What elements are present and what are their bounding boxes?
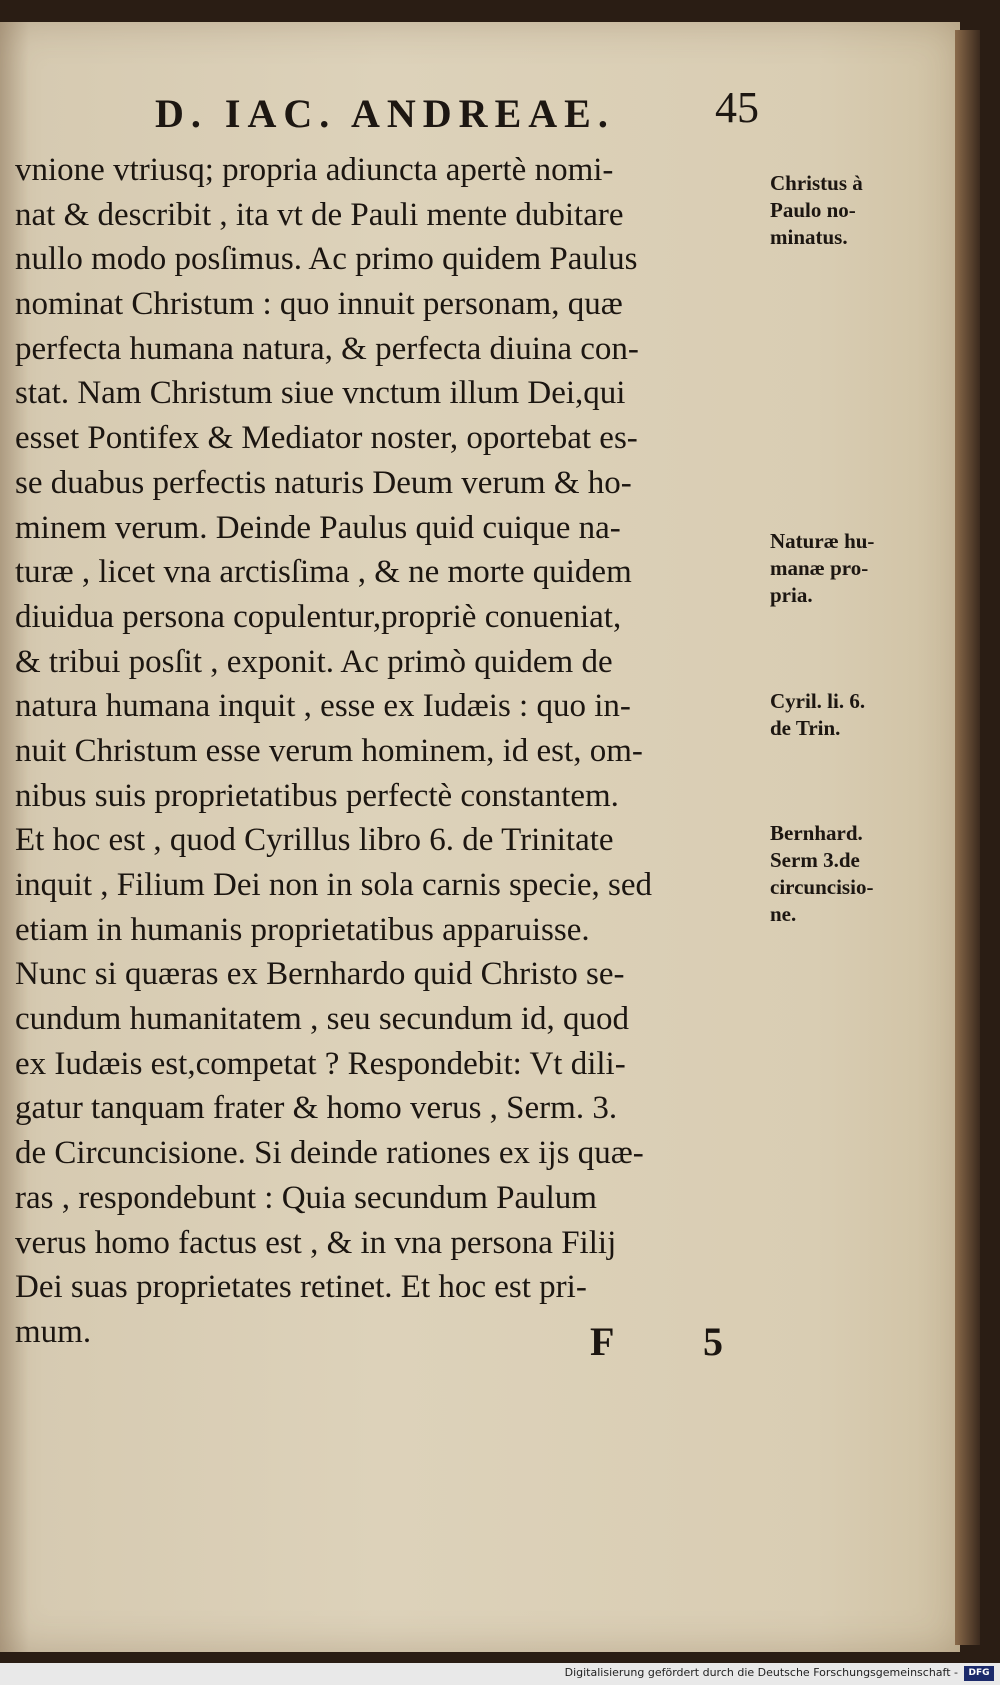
page-header — [145, 82, 785, 142]
margin-note-line: pria. — [770, 583, 813, 607]
margin-note — [770, 688, 930, 742]
margin-note-line: Paulo no- — [770, 198, 856, 222]
margin-note-line: Naturæ hu- — [770, 529, 875, 553]
margin-note — [770, 170, 930, 251]
text-line: verus homo factus est , & in vna persona Filij — [15, 1224, 617, 1261]
text-line: mum. — [15, 1313, 92, 1350]
text-line: stat. Nam Christum siue vnctum illum Dei,qui — [15, 375, 626, 412]
text-line: & tribui posſit , exponit. Ac primò quidem de — [15, 643, 613, 680]
margin-note-line: Bernhard. — [770, 821, 863, 845]
margin-note — [770, 528, 930, 609]
margin-note-line: ne. — [770, 902, 797, 926]
text-line: Dei suas proprietates retinet. Et hoc est pri- — [15, 1269, 587, 1306]
text-line: se duabus perfectis naturis Deum verum & ho- — [15, 464, 632, 501]
text-line: Et hoc est , quod Cyrillus libro 6. de Trinitate — [15, 822, 614, 859]
text-line: perfecta humana natura, & perfecta diuina con- — [15, 330, 639, 367]
signature-mark: F 5 — [590, 1319, 763, 1364]
text-line: inquit , Filium Dei non in sola carnis specie, sed — [15, 867, 652, 903]
margin-note-line: Christus à — [770, 171, 863, 195]
text-line: nuit Christum esse verum hominem, id est, om- — [15, 732, 643, 769]
text-line: natura humana inquit , esse ex Iudæis : quo in- — [15, 688, 631, 725]
text-line: Nunc si quæras ex Bernhardo quid Christo se- — [15, 956, 625, 993]
text-line: nibus suis proprietatibus perfectè constantem. — [15, 777, 619, 814]
text-line: de Circuncisione. Si deinde rationes ex ijs quæ- — [15, 1135, 644, 1172]
text-line: diuidua persona copulentur,propriè conueniat, — [15, 598, 622, 635]
margin-note-line: manæ pro- — [770, 556, 869, 580]
dfg-logo: DFG — [964, 1666, 994, 1681]
text-line: nominat Christum : quo innuit personam, quæ — [15, 286, 623, 323]
text-line: cundum humanitatem , seu secundum id, quod — [15, 1001, 630, 1038]
text-line: esset Pontifex & Mediator noster, oportebat es- — [15, 420, 638, 457]
text-line: minem verum. Deinde Paulus quid cuique na- — [15, 509, 621, 546]
text-line: gatur tanquam frater & homo verus , Serm. 3. — [15, 1090, 618, 1127]
text-line: ex Iudæis est,competat ? Respondebit: Vt dili- — [15, 1045, 626, 1082]
footer-bar — [0, 1663, 1000, 1685]
footer-credit: Digitalisierung gefördert durch die Deutsche Forschungsgemeinschaft - — [564, 1666, 958, 1679]
body-text — [15, 148, 805, 1355]
margin-note-line: Cyril. li. 6. — [770, 689, 866, 713]
page-edge — [955, 30, 980, 1645]
margin-note — [770, 820, 930, 928]
running-head: D. IAC. ANDREAE. — [155, 91, 615, 136]
text-line: nullo modo posſimus. Ac primo quidem Paulus — [15, 241, 638, 278]
text-line: nat & describit , ita vt de Pauli mente dubitare — [15, 196, 624, 233]
margin-note-line: circuncisio- — [770, 875, 874, 899]
text-line: etiam in humanis proprietatibus apparuisse. — [15, 911, 590, 948]
text-line: vnione vtriusq; propria adiuncta apertè nomi- — [15, 152, 614, 188]
margin-note-line: Serm 3.de — [770, 848, 860, 872]
page-number: 45 — [715, 83, 759, 132]
text-line: ras , respondebunt : Quia secundum Paulum — [15, 1179, 597, 1216]
margin-note-line: de Trin. — [770, 716, 841, 740]
text-line: turæ , licet vna arctisſima , & ne morte quidem — [15, 554, 632, 591]
margin-note-line: minatus. — [770, 225, 848, 249]
